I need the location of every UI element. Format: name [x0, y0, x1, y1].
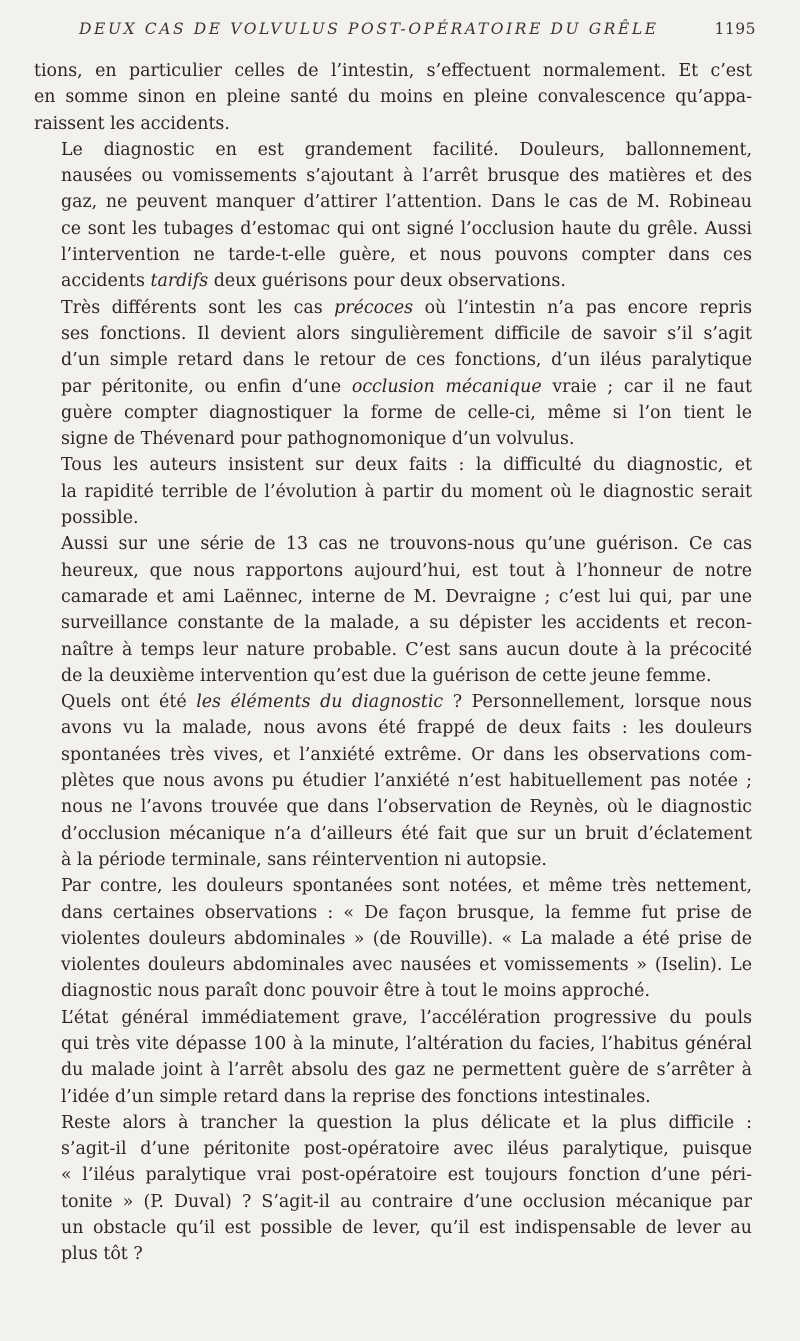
text-line: [34, 689, 752, 715]
paragraph: [34, 1005, 752, 1110]
running-title: DEUX CAS DE VOLVULUS POST-OPÉRATOIRE DU GRÊLE: [79, 20, 659, 38]
emphasis: les éléments du diagnostic: [196, 692, 444, 713]
text-run: Quels ont été: [61, 692, 197, 713]
text-line: la rapidité terrible de l’évolution à partir du moment où le diagnostic serait: [61, 481, 752, 502]
text-line: tions, en particulier celles de l’intestin, s’effectuent normalement. Et c’est: [34, 61, 752, 81]
text-line: qui très vite dépasse 100 à la minute, l’altération du facies, l’habitus général: [61, 1033, 752, 1054]
text-line: [34, 374, 752, 400]
text-line: l’intervention ne tarde-t-elle guère, et nous pouvons compter dans ces: [61, 245, 752, 266]
paragraph: [34, 295, 752, 453]
text-run: par péritonite, ou enfin d’une: [61, 376, 352, 397]
text-line: en somme sinon en pleine santé du moins en pleine convalescence qu’appa-: [34, 87, 752, 108]
text-line: raissent les accidents.: [34, 113, 230, 134]
text-line: L’état général immédiatement grave, l’accélération progressive du pouls: [61, 1007, 752, 1028]
text-line: signe de Thévenard pour pathognomonique d’un volvulus.: [61, 429, 575, 450]
text-line: plètes que nous avons pu étudier l’anxiété n’est habituellement pas notée ;: [61, 771, 752, 792]
text-line: Le diagnostic en est grandement facilité. Douleurs, ballonnement,: [61, 139, 752, 160]
text-run: accidents: [61, 271, 151, 292]
paragraph: [34, 873, 752, 1004]
text-line: dans certaines observations : « De façon brusque, la femme fut prise de: [61, 902, 752, 923]
running-header: [34, 20, 756, 44]
paragraph: [34, 531, 752, 689]
paragraph: [34, 137, 752, 295]
text-run: deux guérisons pour deux observations.: [208, 271, 566, 292]
text-run: Très différents sont les cas: [61, 297, 335, 318]
text-line: naître à temps leur nature probable. C’est sans aucun doute à la précocité: [61, 639, 752, 660]
text-line: d’un simple retard dans le retour de ces fonctions, d’un iléus paralytique: [61, 350, 752, 371]
text-line: d’occlusion mécanique n’a d’ailleurs été fait que sur un bruit d’éclatement: [61, 823, 752, 844]
text-line: à la période terminale, sans réintervention ni autopsie.: [61, 849, 547, 870]
text-line: l’idée d’un simple retard dans la reprise des fonctions intestinales.: [61, 1086, 651, 1107]
emphasis: précoces: [334, 297, 414, 318]
text-run: ? Personnellement, lorsque nous: [443, 692, 752, 713]
paragraph: [34, 1110, 752, 1268]
text-line: heureux, que nous rapportons aujourd’hui, est tout à l’honneur de notre: [61, 560, 752, 581]
paragraph: [34, 452, 752, 531]
text-line: de la deuxième intervention qu’est due la guérison de cette jeune femme.: [61, 665, 712, 686]
text-line: ses fonctions. Il devient alors singulièrement difficile de savoir s’il s’agit: [61, 323, 752, 344]
text-line: guère compter diagnostiquer la forme de celle-ci, même si l’on tient le: [61, 402, 752, 423]
text-line: plus tôt ?: [61, 1244, 143, 1265]
paragraph: [34, 689, 752, 873]
text-line: Aussi sur une série de 13 cas ne trouvons-nous qu’une guérison. Ce cas: [61, 534, 752, 555]
text-line: s’agit-il d’une péritonite post-opératoire avec iléus paralytique, puisque: [61, 1139, 752, 1160]
text-line: nausées ou vomissements s’ajoutant à l’arrêt brusque des matières et des: [61, 166, 752, 187]
text-line: violentes douleurs abdominales avec nausées et vomissements » (Iselin). Le: [61, 955, 752, 976]
text-line: diagnostic nous paraît donc pouvoir être à tout le moins approché.: [61, 981, 650, 1002]
text-line: Reste alors à trancher la question la plus délicate et la plus difficile :: [61, 1112, 752, 1133]
text-line: un obstacle qu’il est possible de lever, qu’il est indispensable de lever au: [61, 1218, 752, 1239]
text-line: camarade et ami Laënnec, interne de M. Devraigne ; c’est lui qui, par une: [61, 586, 752, 607]
text-line: avons vu la malade, nous avons été frappé de deux faits : les douleurs: [61, 718, 752, 739]
emphasis: occlusion mécanique: [351, 376, 542, 397]
text-line: spontanées très vives, et l’anxiété extrême. Or dans les observations com-: [61, 744, 752, 765]
text-run: où l’intestin n’a pas encore repris: [413, 297, 752, 318]
text-line: gaz, ne peuvent manquer d’attirer l’attention. Dans le cas de M. Robineau: [61, 192, 752, 213]
text-line: nous ne l’avons trouvée que dans l’observation de Reynès, où le diagnostic: [61, 797, 752, 818]
text-line: du malade joint à l’arrêt absolu des gaz ne permettent guère de s’arrêter à: [61, 1060, 752, 1081]
text-line: tonite » (P. Duval) ? S’agit-il au contraire d’une occlusion mécanique par: [61, 1191, 752, 1212]
text-line: possible.: [61, 508, 139, 529]
article-body: [34, 58, 752, 1268]
text-line: Tous les auteurs insistent sur deux faits : la difficulté du diagnostic, et: [61, 455, 752, 476]
text-line: « l’iléus paralytique vrai post-opératoire est toujours fonction d’une péri-: [61, 1165, 752, 1186]
text-line: Par contre, les douleurs spontanées sont notées, et même très nettement,: [61, 876, 752, 897]
text-line: ce sont les tubages d’estomac qui ont signé l’occlusion haute du grêle. Aussi: [61, 218, 752, 239]
text-line: violentes douleurs abdominales » (de Rouville). « La malade a été prise de: [61, 928, 752, 949]
paragraph: [34, 58, 752, 137]
text-run: vraie ; car il ne faut: [541, 376, 752, 397]
text-line: [34, 268, 752, 294]
text-line: surveillance constante de la malade, a su dépister les accidents et recon-: [61, 613, 752, 634]
text-line: [34, 295, 752, 321]
emphasis: tardifs: [150, 271, 209, 292]
page-number: 1195: [714, 20, 756, 38]
